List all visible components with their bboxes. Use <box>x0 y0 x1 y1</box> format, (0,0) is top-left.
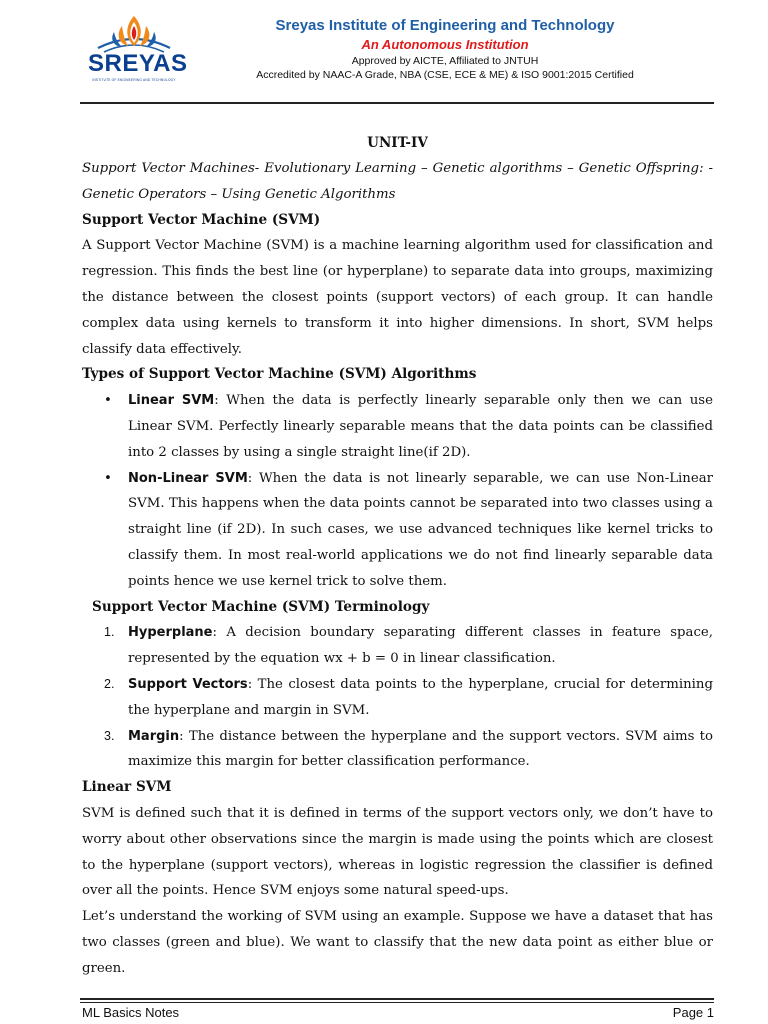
list-item-number: 3. <box>104 728 115 743</box>
list-item-term: Linear SVM <box>128 393 215 409</box>
approval-line: Approved by AICTE, Affiliated to JNTUH <box>351 55 539 67</box>
header-divider <box>80 102 714 104</box>
section-heading-types: Types of Support Vector Machine (SVM) Algorithms <box>82 366 477 383</box>
list-item-term: Margin <box>128 728 180 744</box>
list-item-text: : The closest data points to the hyperplane, crucial for determining the hyperplane and margin in SVM. <box>128 676 713 718</box>
footer-divider-thin <box>80 1002 714 1003</box>
example-paragraph: Let’s understand the working of SVM using an example. Suppose we have a dataset that has two classes (green and blue). We want to classify that the new data point as either blue or green. <box>82 909 713 976</box>
list-item <box>82 388 713 465</box>
list-item-number: 2. <box>104 676 115 691</box>
page-content <box>82 130 713 982</box>
terminology-list <box>82 620 713 775</box>
linear-svm-paragraph: SVM is defined such that it is defined in terms of the support vectors only, we don’t have to worry about other observations since the margin is made using the points which are closest to the hyperplane (support vectors), whereas in logistic regression the classifier is defined over all the points. Hence SVM enjoys some natural speed-ups. <box>82 805 713 899</box>
list-item <box>82 724 713 776</box>
section-heading-terminology: Support Vector Machine (SVM) Terminology <box>92 598 430 615</box>
list-item-text: : When the data is not linearly separable, we can use Non-Linear SVM. This happens when the data points cannot be separated into two classes using a straight line (if 2D). In such cases, we use advanced techniques like kernel tricks to classify them. In most real-world applications we do not find linearly separable data points hence we use kernel trick to solve them. <box>128 470 713 589</box>
svm-types-list <box>82 388 713 594</box>
list-item <box>82 672 713 724</box>
section-heading-linear-svm: Linear SVM <box>82 779 172 796</box>
bullet-icon: • <box>104 393 112 409</box>
unit-topics-line1: Support Vector Machines- Evolutionary Learning – Genetic algorithms – Genetic Offspring: - <box>82 161 713 176</box>
list-item-text: : The distance between the hyperplane and the support vectors. SVM aims to maximize this margin for better classification performance. <box>128 728 713 770</box>
institute-name: Sreyas Institute of Engineering and Technology <box>275 17 615 34</box>
list-item <box>82 620 713 672</box>
list-item-text: : When the data is perfectly linearly separable only then we can use Linear SVM. Perfectly linearly separable means that the data points can be classified into 2 classes by using a single straight line(if 2D). <box>128 393 713 460</box>
list-item-term: Support Vectors <box>128 676 248 692</box>
sreyas-logo <box>88 12 188 90</box>
institute-info <box>200 16 690 82</box>
footer-divider-thick <box>80 998 714 1000</box>
list-item-term: Non-Linear SVM <box>128 470 248 486</box>
logo-wordmark: SREYAS <box>88 50 188 77</box>
bullet-icon: • <box>104 470 112 486</box>
accreditation-line: Accredited by NAAC-A Grade, NBA (CSE, ECE & ME) & ISO 9001:2015 Certified <box>256 69 634 81</box>
unit-topics-line2: Genetic Operators – Using Genetic Algorithms <box>82 186 396 202</box>
list-item-text: : A decision boundary separating different classes in feature space, represented by the equation wx + b = 0 in linear classification. <box>128 625 713 667</box>
list-item-number: 1. <box>104 625 115 640</box>
section-heading-svm: Support Vector Machine (SVM) <box>82 211 321 228</box>
autonomous-label: An Autonomous Institution <box>361 37 529 52</box>
svm-paragraph: A Support Vector Machine (SVM) is a machine learning algorithm used for classification and regression. This finds the best line (or hyperplane) to separate data into groups, maximizing the distance between the closest points (support vectors) of each group. It can handle complex data using kernels to transform it into higher dimensions. In short, SVM helps classify data effectively. <box>82 238 713 357</box>
list-item-term: Hyperplane <box>128 625 213 641</box>
footer-title: ML Basics Notes <box>82 1005 180 1020</box>
page-header <box>0 0 768 100</box>
logo-tagline: INSTITUTE OF ENGINEERING AND TECHNOLOGY <box>92 78 176 82</box>
list-item <box>82 466 713 595</box>
unit-title: UNIT-IV <box>367 135 428 151</box>
page-number: Page 1 <box>672 1005 714 1020</box>
